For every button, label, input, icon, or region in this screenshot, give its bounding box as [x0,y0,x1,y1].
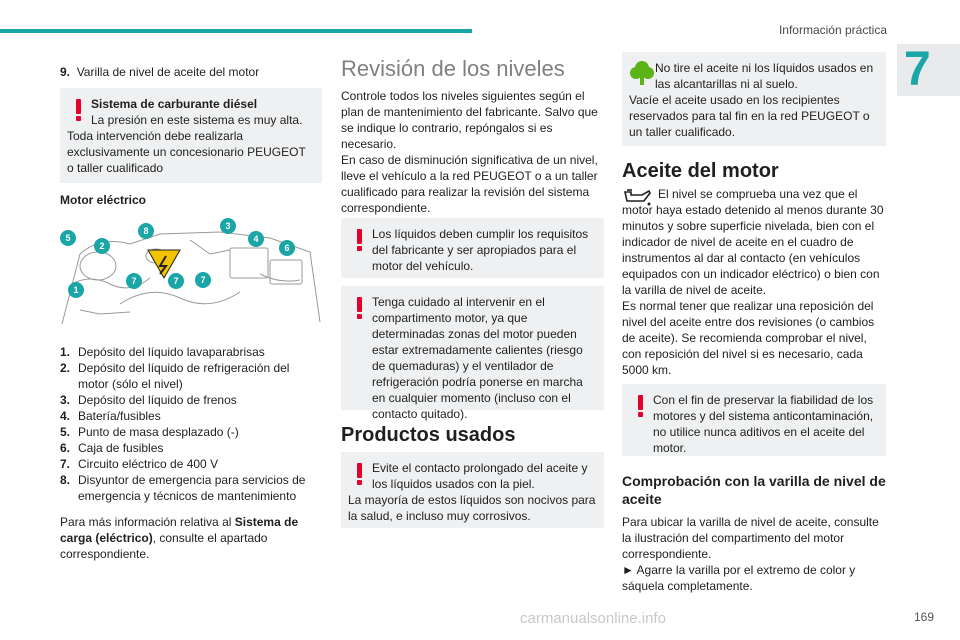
callout-7c-label: 7 [200,275,206,285]
callout-2-label: 2 [99,241,105,251]
engine-compartment-illustration [60,214,322,326]
warning-icon [69,98,89,122]
callout-5-label: 5 [65,233,71,243]
eco-box: No tire el aceite ni los líquidos usados en las alcantarillas ni al suelo. Vacíe el aceite usado en los recipientes reservados para tal fin en la red PEUGEOT o un taller cualificado. [622,52,886,146]
warning-icon [631,394,651,418]
dipstick-text: Para ubicar la varilla de nivel de aceite, consulte la ilustración del compartimento del motor correspondiente. [622,515,879,561]
header-accent-bar [0,29,472,33]
callout-7a-label: 7 [131,276,137,286]
warning-title: Sistema de carburante diésel [91,97,258,111]
oil-check-text: El nivel se comprueba una vez que el motor haya estado detenido al menos durante 30 minutos y sobre superficie nivelada, bien con el indicador de nivel de aceite en el cuadro de instrumentos al dar al contacto (en vehículos equipados con un indicador eléctrico) o bien con la varilla de nivel de aceite. [622,187,884,297]
callout-1-label: 1 [73,285,79,295]
levels-intro-2: En caso de disminución significativa de un nivel, lleve el vehículo a la red PEUGEOT o a un taller cualificado para realizar la revisión del sistema correspondiente. [341,153,598,215]
levels-intro: Controle todos los niveles siguientes según el plan de mantenimiento del fabricante. Salvo que se indique lo contrario, repóngalos si es necesario. [341,89,598,151]
callout-4-label: 4 [253,234,259,244]
warning-box-additives: Con el fin de preservar la fiabilidad de los motores y del sistema anticontaminación, no utilice nunca aditivos en el aceite del motor. [622,384,886,456]
watermark: carmanualsonline.info [520,610,666,627]
list-item: 8. Disyuntor de emergencia para servicios de emergencia y técnicos de mantenimiento [60,473,306,503]
engine-callouts [60,218,295,298]
tree-icon [630,60,654,86]
page-number: 169 [913,610,934,624]
list-item: 2. Depósito del líquido de refrigeración del motor (sólo el nivel) [60,361,290,391]
list-item: 6. Caja de fusibles [60,441,164,455]
list-item: 1. Depósito del líquido lavaparabrisas [60,345,265,359]
component-list [60,344,323,504]
warning-box-used-products: Evite el contacto prolongado del aceite y los líquidos usados con la piel. La mayoría de estos líquidos son nocivos para la salud, e incluso muy corrosivos. [341,452,604,528]
list-item: 7. Circuito eléctrico de 400 V [60,457,219,471]
item-9: 9. Varilla de nivel de aceite del motor [60,65,260,79]
list-item: 4. Batería/fusibles [60,409,161,423]
warning-icon [350,228,370,252]
charging-system-link: Sistema de carga (eléctrico) [60,515,299,545]
dipstick-heading: Comprobación con la varilla de nivel de aceite [622,473,886,507]
callout-3-label: 3 [225,221,231,231]
chapter-number: 7 [904,43,931,96]
warning-box-engine-hot: Tenga cuidado al intervenir en el compartimento motor, ya que determinadas zonas del motor pueden estar extremadamente calientes (riesgo de quemaduras) y el ventilador de refrigeración podría ponerse en marcha en cualquier momento (incluso con el contacto quitado). [341,286,604,410]
electric-motor-heading: Motor eléctrico [60,193,147,207]
oil-topup-text: Es normal tener que realizar una reposición del nivel del aceite entre dos revisiones (o cambios de aceite). Se recomienda comprobar el nivel, con reposición del nivel si es necesario, cada 5000 km. [622,299,875,377]
list-item: 5. Punto de masa desplazado (-) [60,425,239,439]
warning-icon [350,462,370,486]
dipstick-step: ► Agarre la varilla por el extremo de color y sáquela completamente. [622,563,856,593]
warning-icon [350,296,370,320]
list-item: 3. Depósito del líquido de frenos [60,393,237,407]
levels-heading: Revisión de los niveles [341,56,565,81]
more-info-text: Para más información relativa al Sistema de carga (eléctrico), consulte el apartado correspondiente. [60,515,299,561]
warning-box-diesel: Sistema de carburante diésel La presión en este sistema es muy alta. Toda intervención debe realizarla exclusivamente un concesionario PEUGEOT o taller cualificado [60,88,322,183]
callout-6-label: 6 [284,243,290,253]
used-products-heading: Productos usados [341,424,516,446]
warning-box-fluids: Los líquidos deben cumplir los requisitos del fabricante y ser apropiados para el motor del vehículo. [341,218,604,278]
callout-7b-label: 7 [173,276,179,286]
section-title: Información práctica [778,23,887,37]
engine-oil-heading: Aceite del motor [622,160,779,182]
callout-8-label: 8 [143,226,149,236]
